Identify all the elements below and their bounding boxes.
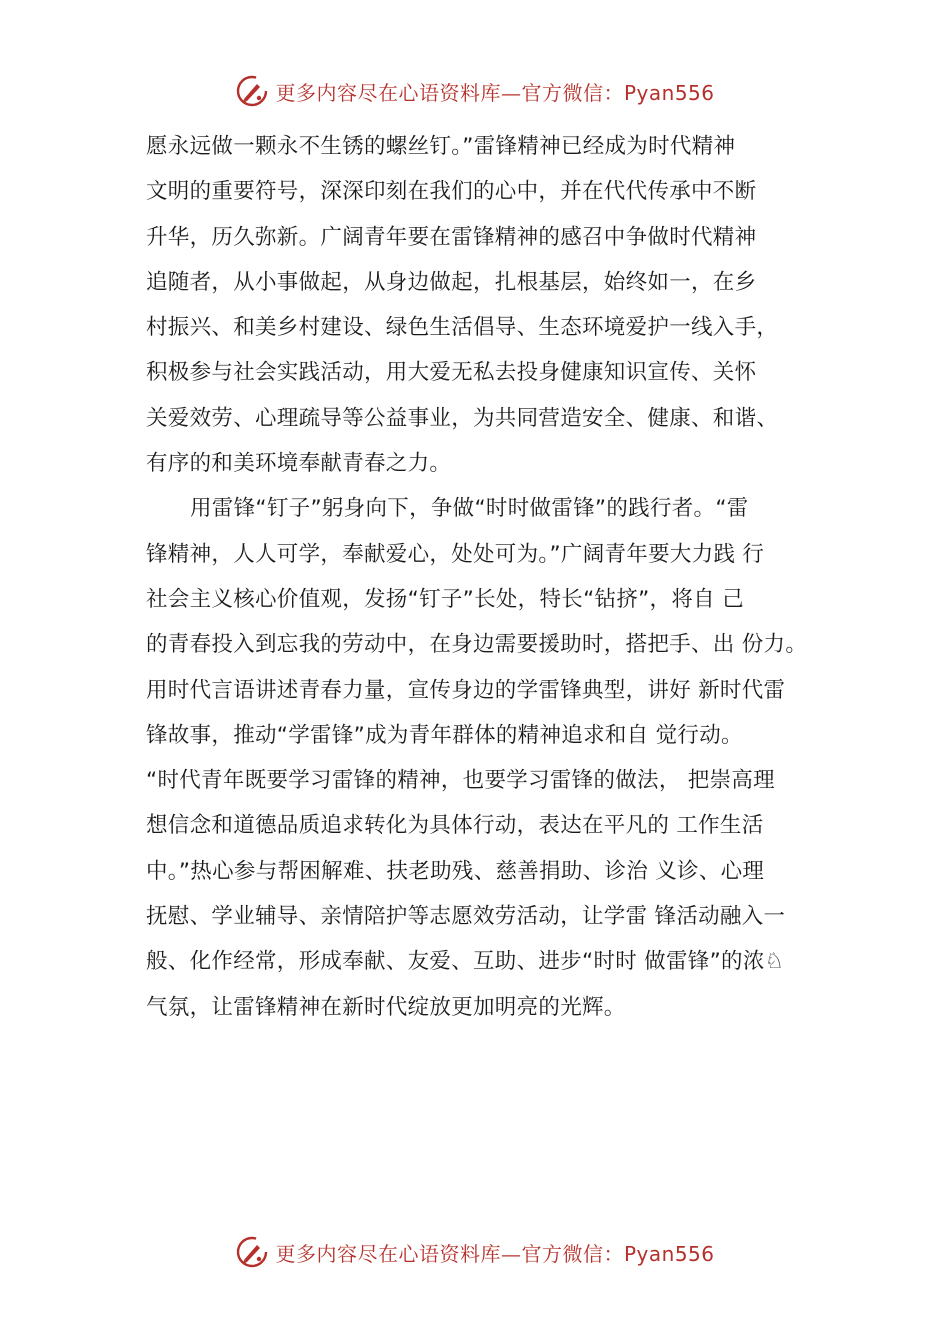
header-banner-text: [275, 77, 714, 106]
paragraph-line: “时代青年既要学习雷锋的精神，也要学习雷锋的做法， 把崇高理: [146, 768, 775, 794]
paragraph-line: 关爱效劳、心理疏导等公益事业，为共同营造安全、健康、和谐、: [146, 405, 779, 431]
paragraph-line: 愿永远做一颗永不生锈的螺丝钉。”雷锋精神已经成为时代精神: [146, 134, 736, 159]
header-wechat-id: Pyan556: [623, 80, 715, 105]
paragraph-line: 的青春投入到忘我的劳动中，在身边需要援助时，搭把手、出 份力。: [146, 632, 808, 658]
paragraph-line: 锋精神，人人可学，奉献爱心，处处可为。”广阔青年要大力践 行: [146, 541, 765, 567]
paragraph-line: 想信念和道德品质追求转化为具体行动，表达在平凡的 工作生活: [146, 813, 764, 839]
paragraph-line: 文明的重要符号，深深印刻在我们的心中，并在代代传承中不断: [146, 179, 757, 205]
pen-circle-logo-icon: [235, 1235, 269, 1269]
footer-banner: [0, 1232, 950, 1272]
header-banner: [0, 71, 950, 111]
paragraph-line: 村振兴、和美乡村建设、绿色生活倡导、生态环境爱护一线入手，: [146, 315, 779, 341]
paragraph-line: 用时代言语讲述青春力量，宣传身边的学雷锋典型，讲好 新时代雷: [146, 677, 786, 703]
paragraph-line: 般、化作经常，形成奉献、友爱、互助、进步“时时 做雷锋”的浓♘: [146, 949, 785, 975]
header-banner-label: 更多内容尽在心语资料库—官方微信：: [275, 80, 624, 105]
paragraph-line: 追随者，从小事做起，从身边做起，扎根基层，始终如一，在乡: [146, 269, 757, 295]
paragraph-line: 抚慰、学业辅导、亲情陪护等志愿效劳活动，让学雷 锋活动融入一: [146, 904, 786, 930]
paragraph-line: 锋故事，推动“学雷锋”成为青年群体的精神追求和自 觉行动。: [146, 722, 743, 748]
paragraph-line: 升华，历久弥新。广阔青年要在雷锋精神的感召中争做时代精神: [146, 224, 757, 250]
paragraph-line: 社会主义核心价值观，发扬“钉子”长处，特长“钻挤”，将自 己: [146, 586, 744, 612]
document-body: [146, 124, 846, 1030]
paragraph-line: 有序的和美环境奉献青春之力。: [146, 451, 452, 477]
footer-wechat-id: Pyan556: [623, 1241, 715, 1266]
paragraph-line: 积极参与社会实践活动，用大爱无私去投身健康知识宣传、关怀: [146, 360, 757, 386]
paragraph-line: 气氛，让雷锋精神在新时代绽放更加明亮的光辉。: [146, 994, 626, 1020]
footer-banner-label: 更多内容尽在心语资料库—官方微信：: [275, 1241, 624, 1266]
footer-banner-text: [275, 1238, 714, 1267]
paragraph-line: 中。”热心参与帮困解难、扶老助残、慈善捐助、诊治 义诊、心理: [146, 858, 765, 884]
paragraph-line: 用雷锋“钉子”躬身向下，争做“时时做雷锋”的践行者。“雷: [190, 496, 749, 522]
pen-circle-logo-icon: [235, 74, 269, 108]
